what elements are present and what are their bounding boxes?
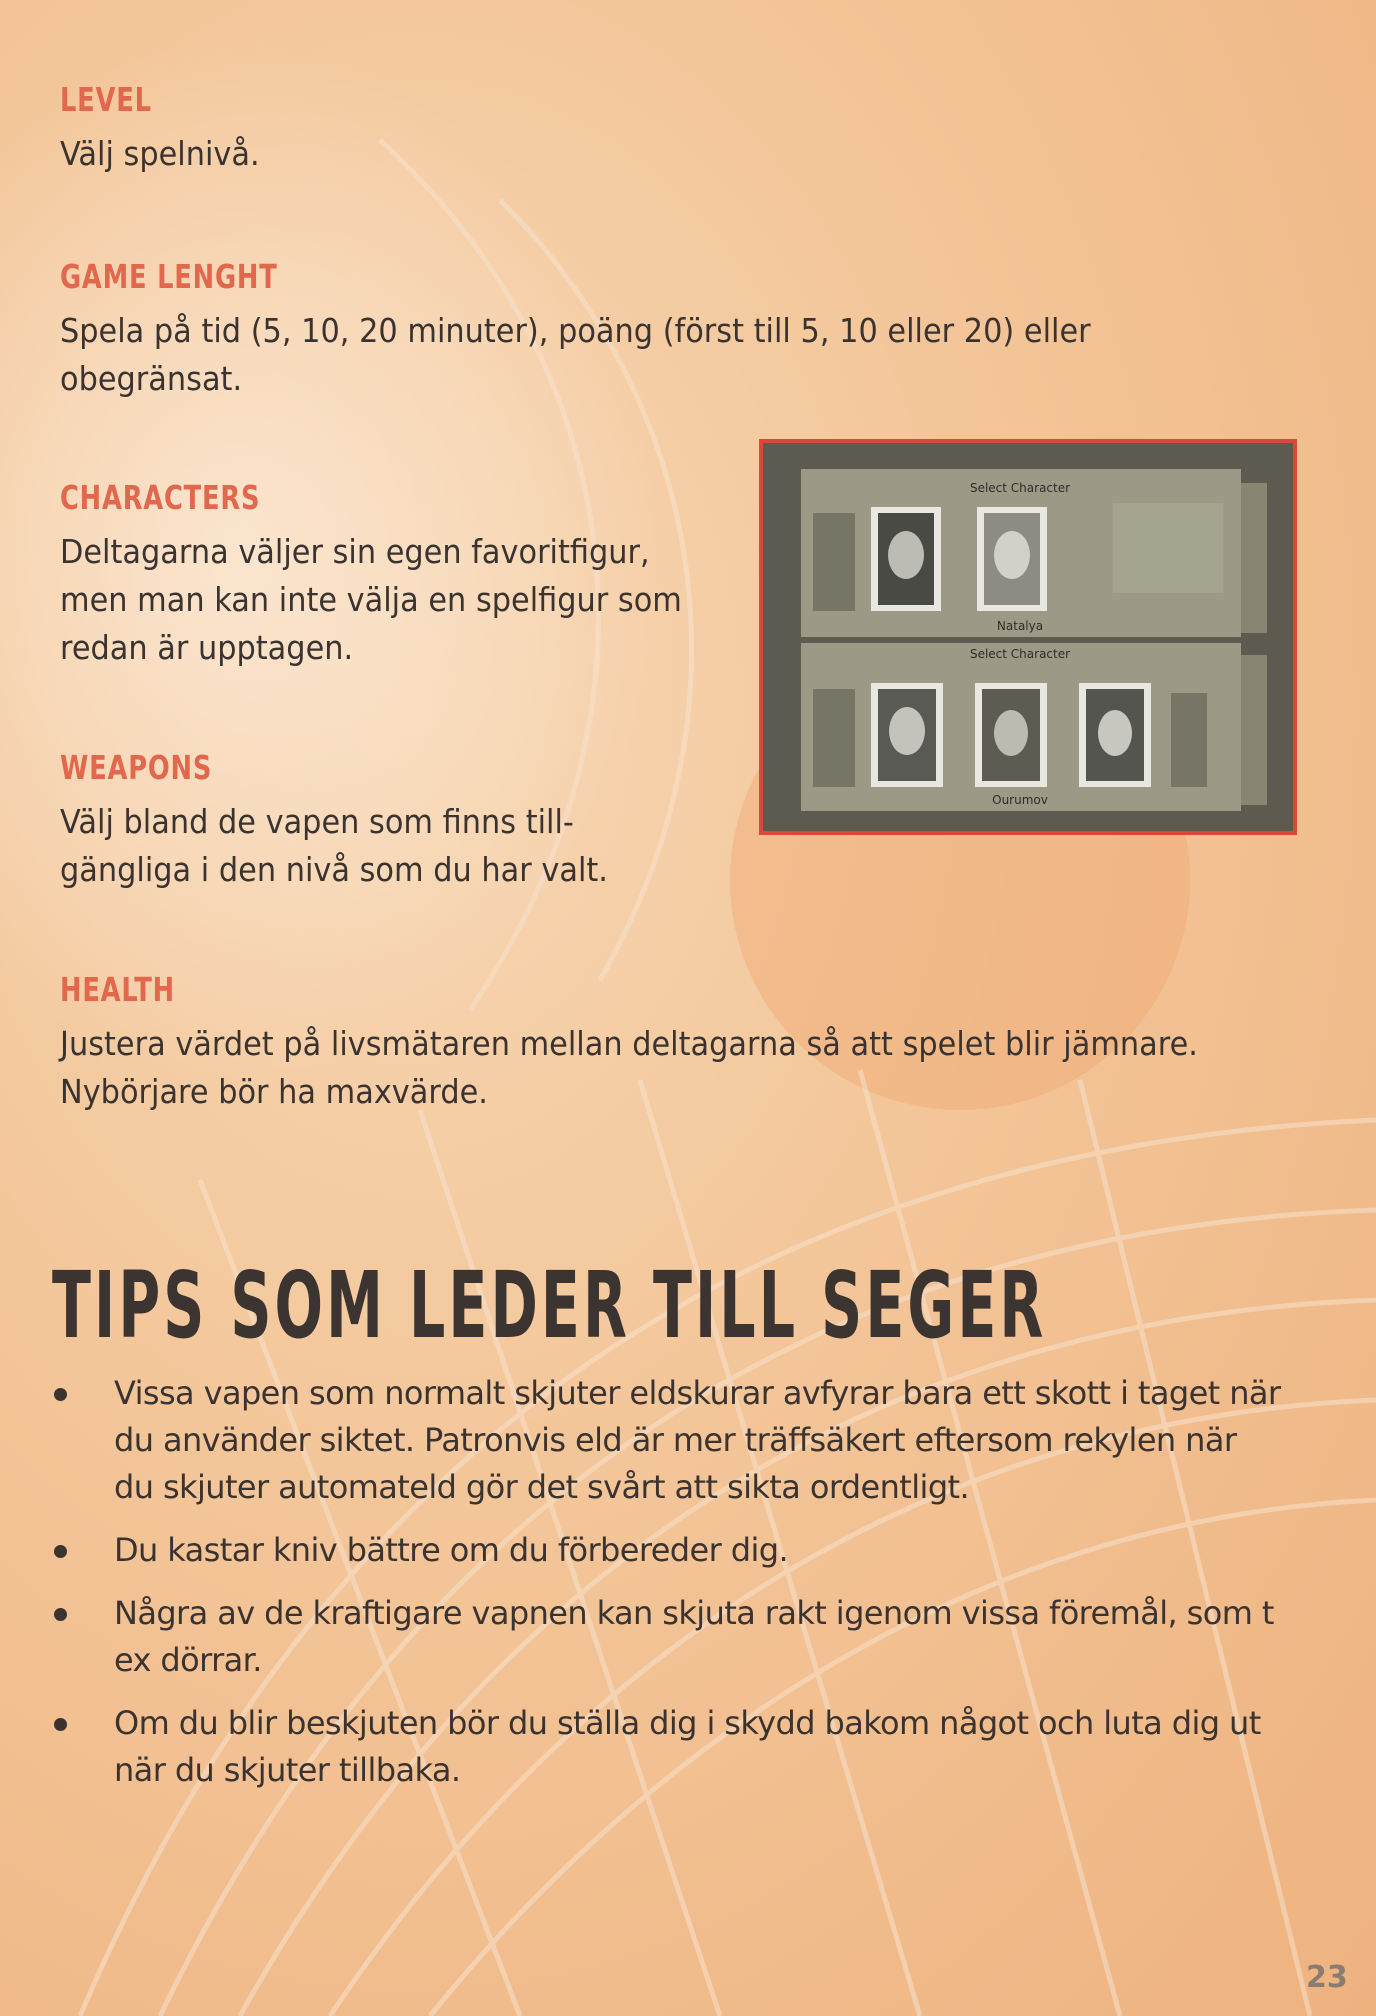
tip-item	[52, 1590, 1282, 1684]
level-text: Välj spelnivå.	[60, 134, 260, 173]
tip-text: Du kastar kniv bättre om du förbereder dig.	[114, 1531, 789, 1569]
level-heading: LEVEL	[60, 80, 152, 119]
tip-item	[52, 1700, 1282, 1794]
tip-item	[52, 1370, 1282, 1511]
bullet-icon	[54, 1388, 67, 1401]
bullet-icon	[54, 1545, 67, 1558]
weapons-text: Välj bland de vapen som finns till-gängliga i den nivå som du har valt.	[60, 802, 608, 889]
tip-text: Vissa vapen som normalt skjuter eldskurar avfyrar bara ett skott i taget när du använder siktet. Patronvis eld är mer träffsäkert eftersom rekylen när du skjuter automateld gör det svårt att sikta ordentligt.	[114, 1374, 1281, 1506]
select-character-title-top: Select Character	[969, 481, 1071, 495]
tip-text: Några av de kraftigare vapnen kan skjuta rakt igenom vissa föremål, som t ex dörrar.	[114, 1594, 1274, 1679]
select-character-title-bottom: Select Character	[969, 647, 1071, 661]
health-heading: HEALTH	[60, 970, 175, 1009]
characters-heading: CHARACTERS	[60, 478, 261, 517]
screenshot-image	[763, 443, 1293, 831]
weapons-heading: WEAPONS	[60, 748, 213, 787]
selected-character-name-top: Natalya	[996, 619, 1044, 633]
characters-text: Deltagarna väljer sin egen favoritfigur, men man kan inte välja en spelfigur som redan är upptagen.	[60, 532, 682, 667]
tip-item	[52, 1527, 1282, 1574]
tips-list	[52, 1370, 1282, 1810]
tips-title: TIPS SOM LEDER TILL SEGER	[52, 1252, 1047, 1359]
page-number: 23	[1306, 1960, 1348, 1995]
bullet-icon	[54, 1718, 67, 1731]
tip-text: Om du blir beskjuten bör du ställa dig i skydd bakom något och luta dig ut när du skjuter tillbaka.	[114, 1704, 1261, 1789]
game-length-heading: GAME LENGHT	[60, 257, 278, 296]
selected-character-name-bottom: Ourumov	[992, 793, 1048, 807]
character-select-screenshot	[759, 439, 1297, 835]
bullet-icon	[54, 1608, 67, 1621]
game-length-text: Spela på tid (5, 10, 20 minuter), poäng (först till 5, 10 eller 20) eller obegränsat.	[60, 311, 1091, 398]
health-text: Justera värdet på livsmätaren mellan deltagarna så att spelet blir jämnare. Nybörjare bör ha maxvärde.	[60, 1024, 1198, 1111]
